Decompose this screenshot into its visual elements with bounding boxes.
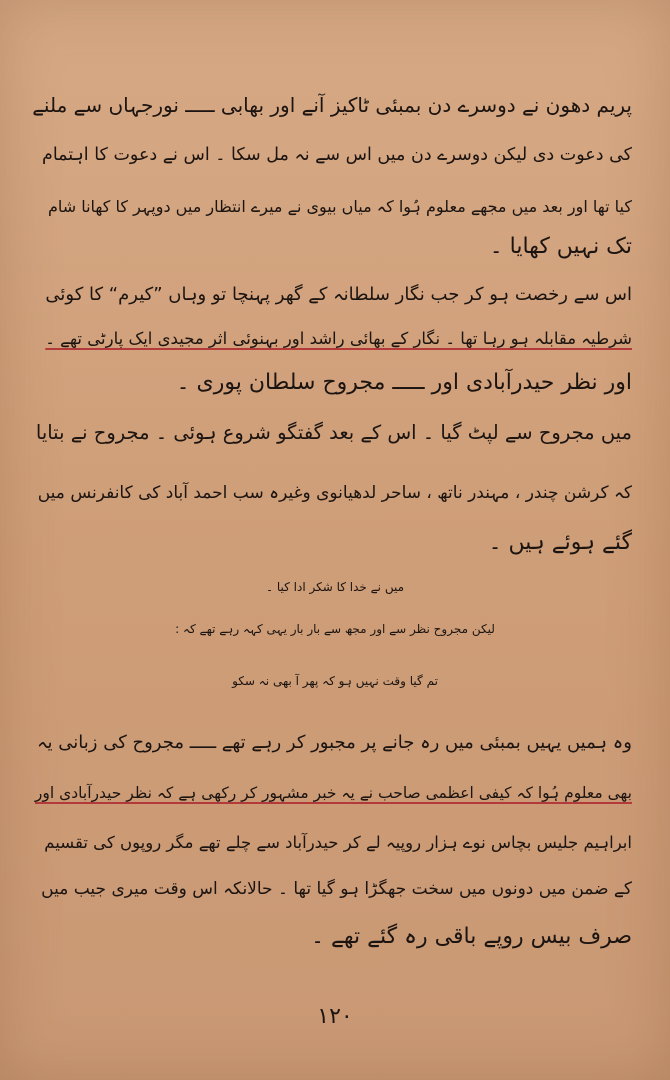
text-line-6: شرطیہ مقابلہ ہو رہا تھا ۔ نگار کے بھائی راشد اور بہنوئی اثر مجیدی ایک پارٹی تھے ۔ [45, 329, 632, 348]
text-line-14: بھی معلوم ہُوا کہ کیفی اعظمی صاحب نے یہ خبر مشہور کر رکھی ہے کہ نظر حیدرآبادی اور [34, 784, 632, 802]
text-line-11: میں نے خدا کا شکر ادا کیا ۔ [265, 580, 404, 594]
text-line-9: کہ کرشن چندر ، مہندر ناتھ ، ساحر لدھیانوی وغیرہ سب احمد آباد کی کانفرنس میں [37, 483, 632, 503]
text-line-12: لیکن مجروح نظر سے اور مجھ سے بار بار یہی کہہ رہے تھے کہ : [175, 622, 495, 636]
text-line-5: اس سے رخصت ہو کر جب نگار سلطانہ کے گھر پہنچا تو وہاں ”کیرم“ کا کوئی [45, 284, 632, 305]
text-line-16: کے ضمن میں دونوں میں سخت جھگڑا ہو گیا تھا ۔ حالانکہ اس وقت میری جیب میں [41, 879, 632, 899]
text-line-7: اور نظر حیدرآبادی اور ـــــ مجروح سلطان پوری ۔ [176, 370, 632, 395]
text-line-2: کی دعوت دی لیکن دوسرے دن میں اس سے نہ مل سکا ۔ اس نے دعوت کا اہتمام [41, 145, 632, 165]
text-line-3: کیا تھا اور بعد میں مجھے معلوم ہُوا کہ میاں بیوی نے میرے انتظار میں دوپہر کا کھانا شام [47, 197, 632, 216]
text-line-8: میں مجروح سے لپٹ گیا ۔ اس کے بعد گفتگو شروع ہوئی ۔ مجروح نے بتایا [35, 421, 632, 444]
verse-line: تم گیا وقت نہیں ہو کہ پھر آ بھی نہ سکو [232, 674, 438, 688]
text-line-17: صرف بیس روپے باقی رہ گئے تھے ۔ [311, 924, 632, 949]
text-line-15: ابراہیم جلیس بچاس نوے ہزار روپیہ لے کر حیدرآباد سے چلے تھے مگر روپوں کی تقسیم [44, 833, 632, 852]
text-line-10: گئے ہوئے ہیں ۔ [488, 530, 632, 555]
text-line-4: تک نہیں کھایا ۔ [489, 234, 632, 259]
text-line-1: پریم دھون نے دوسرے دن بمبئی ٹاکیز آنے اور بھابی ـــــ نورجہاں سے ملنے [32, 93, 632, 117]
page-number: ۱۲۰ [317, 1004, 353, 1029]
text-line-13: وہ ہمیں یہیں بمبئی میں رہ جانے پر مجبور کر رہے تھے ـــــ مجروح کی زبانی یہ [37, 732, 632, 753]
